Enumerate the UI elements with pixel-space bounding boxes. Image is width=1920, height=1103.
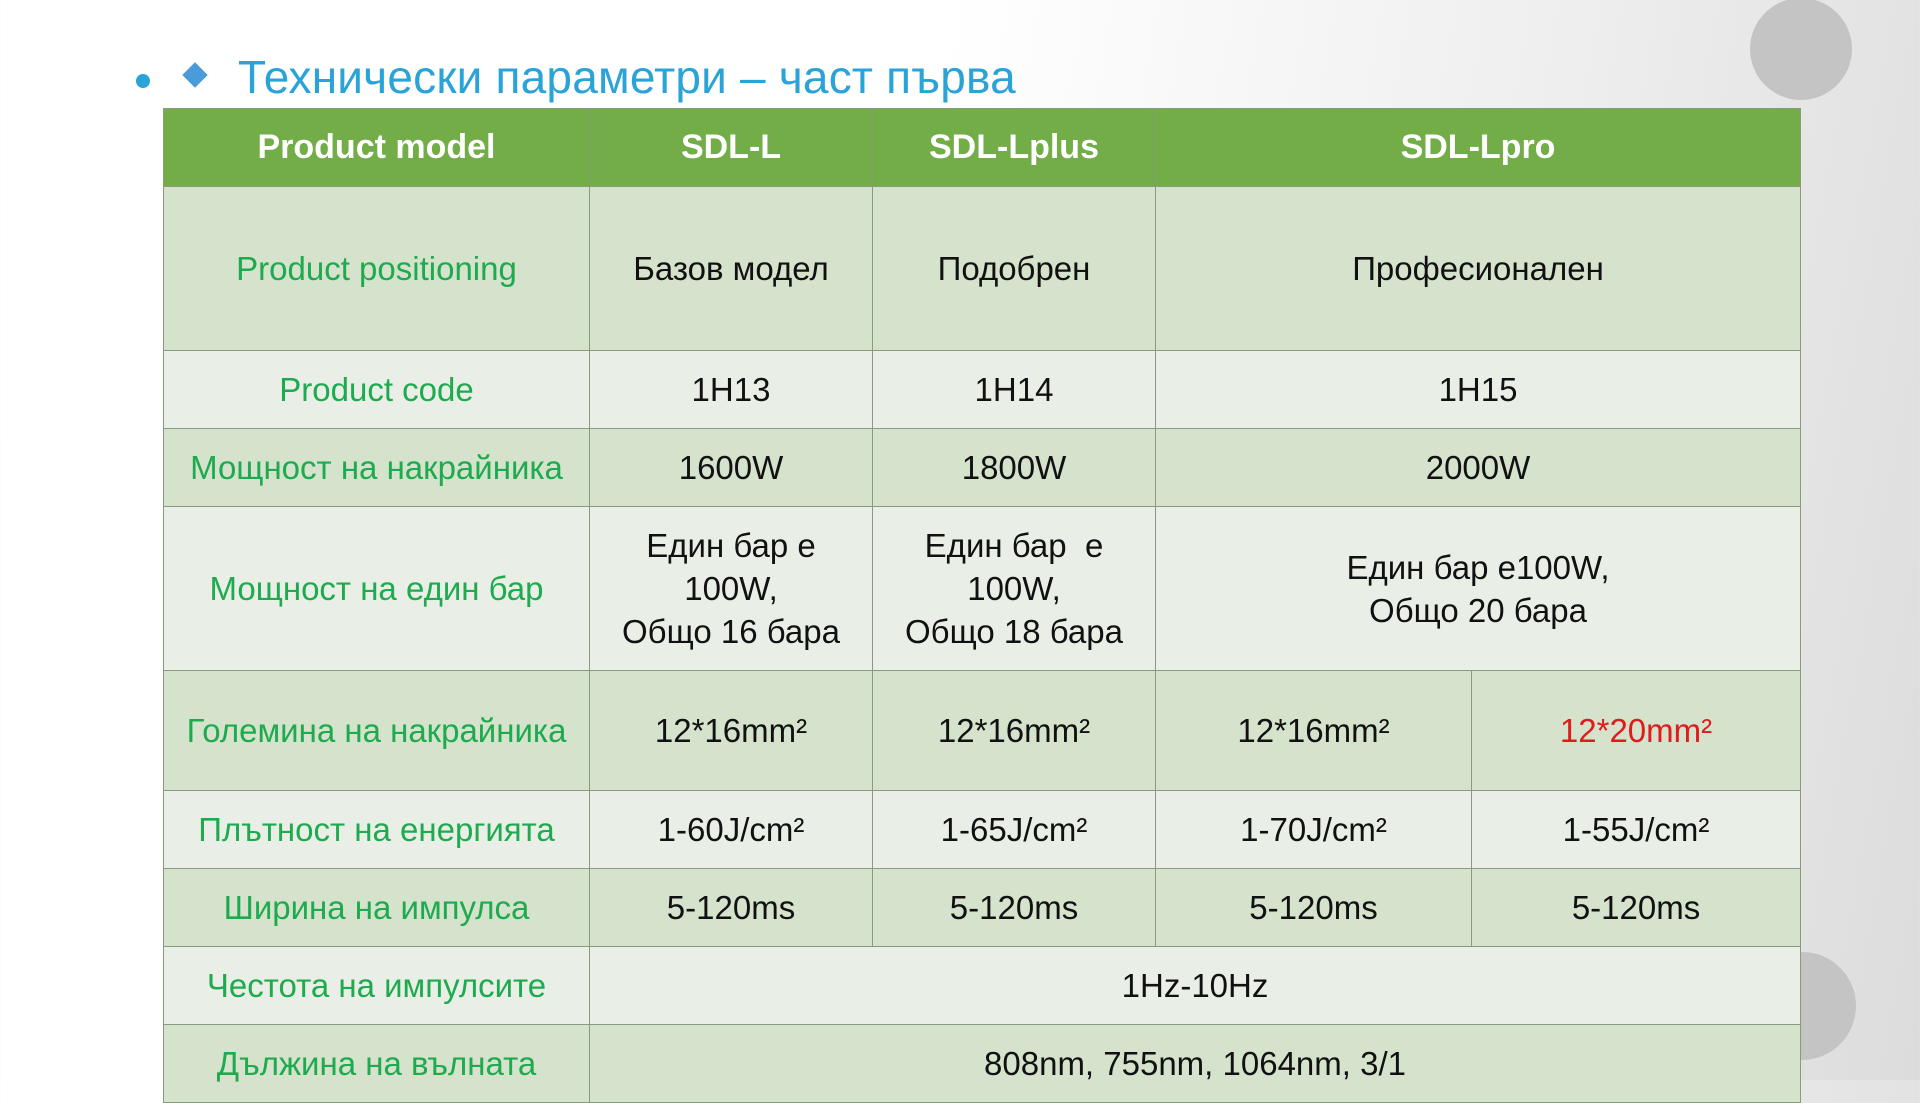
row-label: Мощност на един бар xyxy=(164,507,590,671)
table-row-handpiece-power xyxy=(164,429,1801,507)
table-row-positioning xyxy=(164,187,1801,351)
bullet-dot-icon xyxy=(136,74,150,88)
cell-line: Един бар е 100W, xyxy=(924,527,1113,607)
table-row-pulse-width xyxy=(164,869,1801,947)
cell-sdl-l xyxy=(590,507,873,671)
cell-sdl-lplus: 5-120ms xyxy=(873,869,1156,947)
row-label: Дължина на вълната xyxy=(164,1025,590,1103)
slide-title: Технически параметри – част първа xyxy=(238,51,1016,103)
table-row-pulse-frequency xyxy=(164,947,1801,1025)
row-label: Плътност на енергията xyxy=(164,791,590,869)
cell-line: Общо 16 бара xyxy=(622,613,840,650)
cell-sdl-l: Базов модел xyxy=(590,187,873,351)
row-label: Честота на импулсите xyxy=(164,947,590,1025)
cell-sdl-lplus: 12*16mm² xyxy=(873,671,1156,791)
table-row-wavelength xyxy=(164,1025,1801,1103)
cell-sdl-l: 1600W xyxy=(590,429,873,507)
cell-sdl-lpro-a: 1-70J/cm² xyxy=(1156,791,1472,869)
cell-sdl-l: 1H13 xyxy=(590,351,873,429)
table-row-code xyxy=(164,351,1801,429)
row-label: Ширина на импулса xyxy=(164,869,590,947)
cell-sdl-lplus: 1H14 xyxy=(873,351,1156,429)
table-header-row xyxy=(164,109,1801,187)
cell-sdl-lpro-b: 5-120ms xyxy=(1472,869,1801,947)
cell-sdl-l: 1-60J/cm² xyxy=(590,791,873,869)
header-sdl-l: SDL-L xyxy=(590,109,873,187)
table-row-bar-power xyxy=(164,507,1801,671)
header-sdl-lpro: SDL-Lpro xyxy=(1156,109,1801,187)
cell-all-models: 1Hz-10Hz xyxy=(590,947,1801,1025)
cell-line: Общо 20 бара xyxy=(1369,591,1587,629)
table-row-spot-size xyxy=(164,671,1801,791)
header-sdl-lplus: SDL-Lplus xyxy=(873,109,1156,187)
cell-sdl-lpro: 2000W xyxy=(1156,429,1801,507)
header-product-model: Product model xyxy=(164,109,590,187)
cell-sdl-lplus xyxy=(873,507,1156,671)
cell-sdl-lpro xyxy=(1156,507,1801,671)
row-label: Product positioning xyxy=(164,187,590,351)
spec-table xyxy=(163,108,1801,1103)
cell-sdl-lpro-a: 12*16mm² xyxy=(1156,671,1472,791)
slide-title-row xyxy=(136,46,1016,108)
cell-line: Общо 18 бара xyxy=(905,613,1123,650)
cell-sdl-lpro-a: 5-120ms xyxy=(1156,869,1472,947)
cell-sdl-l: 5-120ms xyxy=(590,869,873,947)
cell-sdl-lplus: Подобрен xyxy=(873,187,1156,351)
table-row-energy-density xyxy=(164,791,1801,869)
cell-line: Един бар е 100W, xyxy=(646,527,816,607)
cell-sdl-lpro: Професионален xyxy=(1156,187,1801,351)
cell-sdl-lpro-b: 12*20mm² xyxy=(1472,671,1801,791)
cell-sdl-lplus: 1800W xyxy=(873,429,1156,507)
row-label: Големина на накрайника xyxy=(164,671,590,791)
cell-sdl-l: 12*16mm² xyxy=(590,671,873,791)
diamond-bullet-icon xyxy=(182,62,207,87)
cell-all-models: 808nm, 755nm, 1064nm, 3/1 xyxy=(590,1025,1801,1103)
decorative-circle-top xyxy=(1750,0,1852,100)
cell-sdl-lpro: 1H15 xyxy=(1156,351,1801,429)
row-label: Product code xyxy=(164,351,590,429)
cell-sdl-lpro-b: 1-55J/cm² xyxy=(1472,791,1801,869)
cell-sdl-lplus: 1-65J/cm² xyxy=(873,791,1156,869)
cell-line: Един бар е100W, xyxy=(1346,548,1610,586)
row-label: Мощност на накрайника xyxy=(164,429,590,507)
